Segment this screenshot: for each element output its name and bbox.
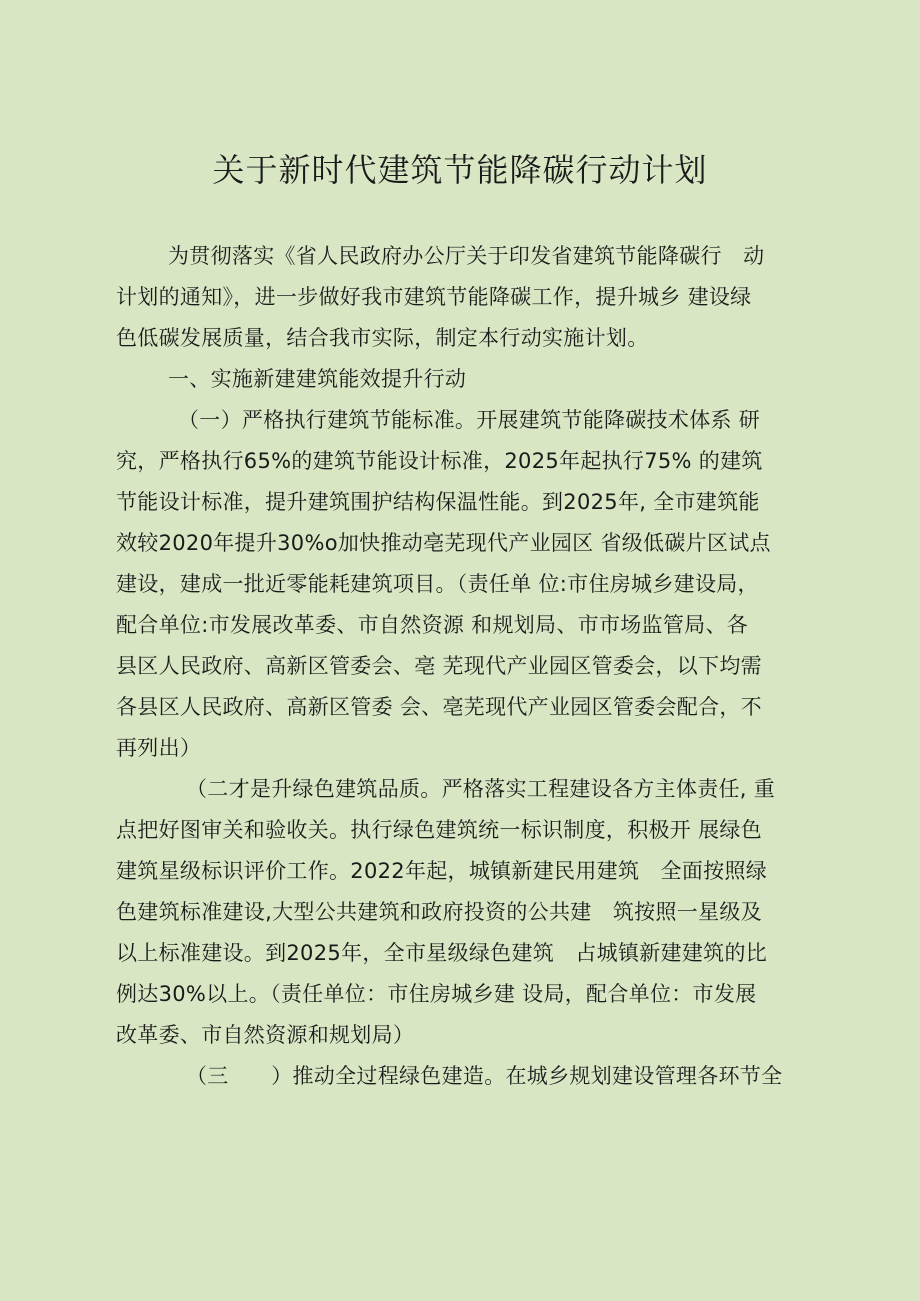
- paragraph-line: （三 ）推动全过程绿色建造。在城乡规划建设管理各环节全: [186, 1064, 783, 1088]
- paragraph-line: 改革委、市自然资源和规划局）: [116, 1023, 415, 1047]
- paragraph-line: 例达30%以上。（责任单位：市住房城乡建 设局，配合单位：市发展: [116, 982, 757, 1006]
- document-title: 关于新时代建筑节能降碳行动计划: [212, 151, 708, 189]
- paragraph-line: （一）严格执行建筑节能标准。开展建筑节能降碳技术体系 研: [178, 408, 761, 432]
- paragraph-line: 色建筑标准建设,大型公共建筑和政府投资的公共建 筑按照一星级及: [116, 900, 762, 924]
- paragraph-line: 为贯彻落实《省人民政府办公厅关于印发省建筑节能降碳行 动: [168, 244, 765, 268]
- paragraph-line: （二才是升绿色建筑品质。严格落实工程建设各方主体责任, 重: [186, 777, 776, 801]
- paragraph-line: 建设，建成一批近零能耗建筑项目。（责任单 位:市住房城乡建设局，: [116, 572, 759, 596]
- paragraph-line: 再列出）: [116, 736, 202, 760]
- document-body: [116, 236, 816, 1097]
- paragraph-line: 配合单位:市发展改革委、市自然资源 和规划局、市市场监管局、各: [116, 613, 749, 637]
- paragraph-line: 色低碳发展质量，结合我市实际，制定本行动实施计划。: [116, 326, 649, 350]
- paragraph-line: 点把好图审关和验收关。执行绿色建筑统一标识制度，积极开 展绿色: [116, 818, 762, 842]
- paragraph-line: 节能设计标准，提升建筑围护结构保温性能。到2025年, 全市建筑能: [116, 490, 760, 514]
- paragraph-line: 县区人民政府、高新区管委会、亳 芜现代产业园区管委会，以下均需: [116, 654, 762, 678]
- paragraph-line: 究，严格执行65%的建筑节能设计标准，2025年起执行75% 的建筑: [116, 449, 763, 473]
- section-heading: 一、实施新建建筑能效提升行动: [168, 367, 467, 391]
- paragraph-line: 以上标准建设。到2025年，全市星级绿色建筑 占城镇新建建筑的比: [116, 941, 768, 965]
- paragraph-line: 计划的通知》，进一步做好我市建筑节能降碳工作，提升城乡 建设绿: [116, 285, 752, 309]
- paragraph-line: 效较2020年提升30%o加快推动亳芜现代产业园区 省级低碳片区试点: [116, 531, 771, 555]
- paragraph-line: 建筑星级标识评价工作。2022年起，城镇新建民用建筑 全面按照绿: [116, 859, 768, 883]
- paragraph-line: 各县区人民政府、高新区管委 会、亳芜现代产业园区管委会配合，不: [116, 695, 762, 719]
